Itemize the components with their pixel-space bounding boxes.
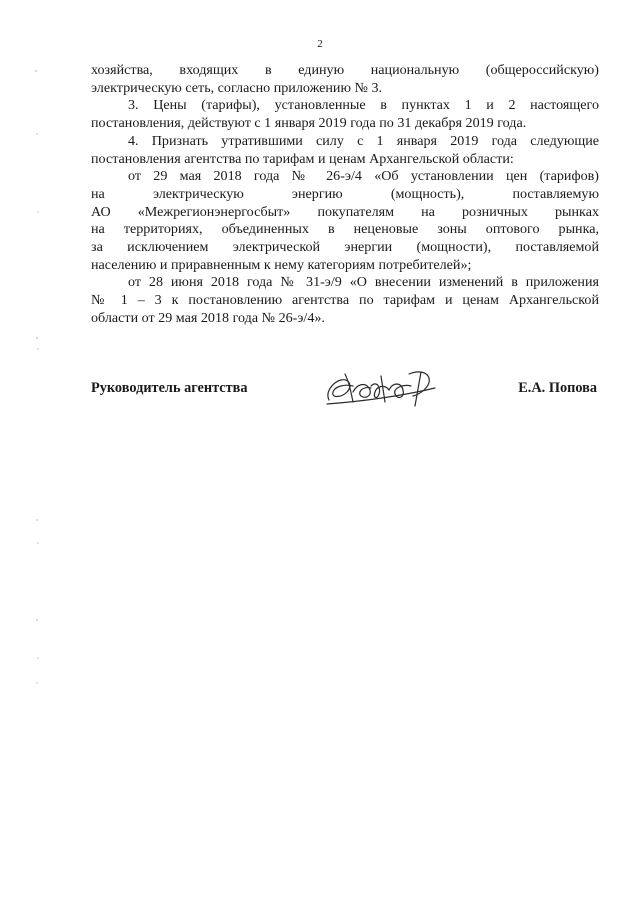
paragraph-line: № 1 – 3 к постановлению агентства по тарифам и ценам Архангельской [91,292,599,309]
paragraph-line: 4. Признать утратившими силу с 1 января 2019 года следующие [128,132,599,149]
paragraph-line: постановления агентства по тарифам и ценам Архангельской области: [91,150,514,167]
paragraph-line: АО «Межрегионэнергосбыт» покупателям на розничных рынках [91,203,599,220]
signatory-title: Руководитель агентства [91,380,248,396]
signatory-name: Е.А. Попова [518,380,597,396]
paragraph-line: на территориях, объединенных в неценовые зоны оптового рынка, [91,221,599,238]
paragraph-line: хозяйства, входящих в единую национальную (общероссийскую) [91,62,599,78]
paragraph-line: населению и приравненным к нему категориям потребителей»; [91,256,472,273]
paragraph-line: постановления, действуют с 1 января 2019 года по 31 декабря 2019 года. [91,115,527,132]
page-number: 2 [317,38,323,50]
handwritten-signature-icon [323,362,447,412]
paragraph-line: от 28 июня 2018 года № 31-э/9 «О внесении изменений в приложения [128,274,599,291]
paragraph-line: электрическую сеть, согласно приложению № 3. [91,79,383,96]
paragraph-line: области от 29 мая 2018 года № 26-э/4». [91,309,325,326]
signature-block [91,376,599,406]
document-body [91,62,599,328]
paragraph-line: 3. Цены (тарифы), установленные в пунктах 1 и 2 настоящего [128,97,599,114]
scan-margin-dots-icon [0,0,60,905]
paragraph-line: на электрическую энергию (мощность), поставляемую [91,185,599,202]
paragraph-line: за исключением электрической энергии (мощности), поставляемой [91,239,599,256]
paragraph-line: от 29 мая 2018 года № 26-э/4 «Об установлении цен (тарифов) [128,168,599,185]
